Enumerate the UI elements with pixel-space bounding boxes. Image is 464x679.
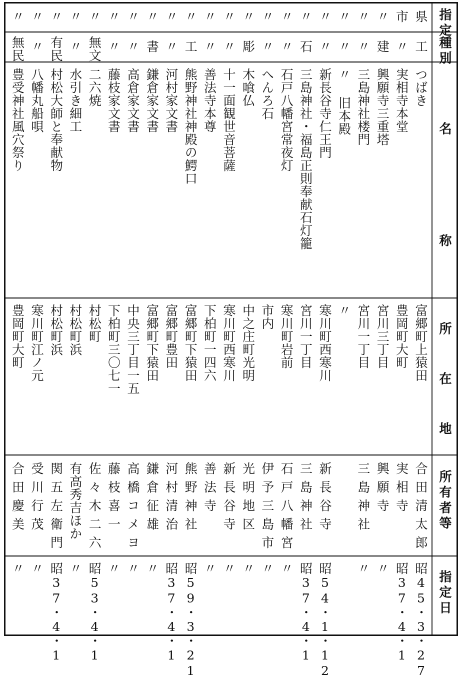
cell-name: 実相寺本堂	[394, 68, 410, 133]
cell-date: 昭37・4・1	[48, 562, 64, 663]
cell-location: 富郷町豊田	[163, 304, 179, 369]
cell-name: 熊野神社神殿の鰐口	[183, 68, 199, 185]
cell-date: 昭37・4・1	[394, 562, 410, 663]
cell-name: 水引き細工	[67, 68, 83, 133]
cell-owner: 光明地区	[240, 462, 256, 536]
cell-type: 工	[183, 40, 199, 53]
cell-date: 〃	[375, 562, 391, 575]
cell-designation: 〃	[279, 10, 295, 23]
cell-type: 書	[144, 40, 160, 53]
cell-type: 石	[298, 40, 314, 53]
cell-type: 有民	[48, 36, 64, 62]
cell-type: 〃	[202, 40, 218, 53]
cell-designation: 〃	[202, 10, 218, 23]
cell-date: 〃	[259, 562, 275, 575]
cell-designation: 〃	[375, 10, 391, 23]
cell-type: 工	[413, 40, 429, 53]
cell-type: 無文	[87, 36, 103, 62]
cell-name: 鎌倉家文書	[144, 68, 160, 133]
cell-location: 下柏町一四六	[202, 304, 218, 382]
cell-location: 村松町浜	[67, 304, 83, 356]
cell-owner: 鎌倉征雄	[144, 462, 160, 536]
cell-type: 〃	[29, 40, 45, 53]
cell-location: 宮川一丁目	[298, 304, 314, 369]
cell-date: 〃	[10, 562, 26, 575]
cell-location: 市内	[259, 304, 275, 330]
cell-location: 下柏町三〇七一	[106, 304, 122, 395]
cell-type: 〃	[259, 40, 275, 53]
cell-date: 昭37・4・1	[298, 562, 314, 663]
cell-date: 〃	[106, 562, 122, 575]
cell-name: つばき	[413, 68, 429, 107]
cell-name: 豊受神社風穴祭り	[10, 68, 26, 172]
cell-name: 〃 旧本殿	[336, 68, 352, 136]
cell-date: 昭37・4・1	[163, 562, 179, 663]
cell-designation: 〃	[183, 10, 199, 23]
cell-location: 富郷町下猿田	[183, 304, 199, 382]
cell-type: 建	[375, 40, 391, 53]
cell-designation: 〃	[106, 10, 122, 23]
cell-owner: 石戸八幡宮	[279, 462, 295, 555]
cell-type: 〃	[67, 40, 83, 53]
header-owner: 所有者等	[437, 470, 453, 532]
cell-designation: 〃	[336, 10, 352, 23]
cell-location: 中之庄町光明	[240, 304, 256, 382]
cell-designation: 〃	[144, 10, 160, 23]
cell-location: 寒川町西寒川	[221, 304, 237, 382]
cell-owner: 関五左衛門	[48, 462, 64, 555]
cell-designation: 〃	[317, 10, 333, 23]
cell-name: へんろ石	[259, 68, 275, 120]
cell-date: 〃	[355, 562, 371, 575]
cell-owner: 善法寺	[202, 462, 218, 518]
cell-owner: 受川行茂	[29, 462, 45, 536]
cell-owner: 興願寺	[375, 462, 391, 518]
cell-designation: 〃	[125, 10, 141, 23]
cell-location: 宮川一丁目	[355, 304, 371, 369]
cell-designation: 〃	[87, 10, 103, 23]
cell-name: 木喰仏	[240, 68, 256, 107]
cell-owner: 合田慶美	[10, 462, 26, 536]
cell-date: 昭45・3・27	[413, 562, 429, 679]
cell-owner: 新長谷寺	[221, 462, 237, 536]
heritage-table	[4, 2, 458, 679]
cell-date: 〃	[125, 562, 141, 575]
cell-owner: 佐々木二六	[87, 462, 103, 555]
cell-location: 中央三丁目一五	[125, 304, 141, 395]
cell-name: 石戸八幡宮常夜灯	[279, 68, 295, 172]
cell-owner: 河村清治	[163, 462, 179, 536]
cell-type: 〃	[336, 40, 352, 53]
cell-owner: 三島神社	[298, 462, 314, 536]
cell-designation: 〃	[355, 10, 371, 23]
cell-type: 〃	[221, 40, 237, 53]
cell-designation: 〃	[259, 10, 275, 23]
cell-name: 村松大師と奉献物	[48, 68, 64, 172]
cell-date: 昭53・4・1	[87, 562, 103, 663]
cell-owner: 有高秀吉ほか	[67, 462, 83, 540]
cell-date: 〃	[29, 562, 45, 575]
cell-date: 〃	[279, 562, 295, 575]
cell-name: 藤枝家文書	[106, 68, 122, 133]
cell-date: 〃	[221, 562, 237, 575]
cell-location: 寒川町西寒川	[317, 304, 333, 382]
cell-designation: 〃	[29, 10, 45, 23]
cell-type: 彫	[240, 40, 256, 53]
cell-designation: 県	[413, 10, 429, 23]
cell-owner: 三島神社	[355, 462, 371, 536]
header-location: 地	[437, 422, 453, 438]
cell-location: 豊岡町大町	[394, 304, 410, 369]
cell-type: 〃	[106, 40, 122, 53]
cell-name: 十一面観世音菩薩	[221, 68, 237, 172]
header-name: 称	[437, 234, 453, 250]
cell-date: 〃	[67, 562, 83, 575]
cell-name: 興願寺三重塔	[375, 68, 391, 146]
cell-type: 〃	[317, 40, 333, 53]
cell-owner: 高橋コメヨ	[125, 462, 141, 555]
cell-name: 河村家文書	[163, 68, 179, 133]
header-date: 指定日	[437, 570, 453, 617]
cell-owner: 伊予三島市	[259, 462, 275, 555]
header-location: 所	[437, 322, 453, 338]
cell-date: 昭54・1・12	[317, 562, 333, 679]
cell-designation: 〃	[48, 10, 64, 23]
cell-location: 富郷町上猿田	[413, 304, 429, 382]
cell-location: 村松町	[87, 304, 103, 343]
header-type: 種別	[437, 36, 453, 67]
cell-designation: 〃	[67, 10, 83, 23]
cell-location: 寒川町江ノ元	[29, 304, 45, 382]
cell-location: 村松町浜	[48, 304, 64, 356]
header-location: 在	[437, 372, 453, 388]
cell-designation: 〃	[163, 10, 179, 23]
cell-owner: 藤枝喜一	[106, 462, 122, 536]
cell-location: 寒川町岩前	[279, 304, 295, 369]
cell-type: 〃	[125, 40, 141, 53]
cell-date: 昭59・3・21	[183, 562, 199, 679]
cell-designation: 〃	[10, 10, 26, 23]
header-designation: 指定	[437, 8, 453, 39]
cell-name: 新長谷寺仁王門	[317, 68, 333, 159]
cell-owner: 新長谷寺	[317, 462, 333, 536]
cell-designation: 市	[394, 10, 410, 23]
cell-type: 〃	[394, 40, 410, 53]
cell-type: 〃	[163, 40, 179, 53]
cell-location: 豊岡町大町	[10, 304, 26, 369]
cell-owner: 合田清太郎	[413, 462, 429, 555]
cell-date: 〃	[202, 562, 218, 575]
cell-type: 無民	[10, 36, 26, 62]
cell-date: 〃	[240, 562, 256, 575]
cell-name: 三島神社・福島正則奉献石灯籠	[298, 68, 314, 250]
cell-designation: 〃	[298, 10, 314, 23]
cell-name: 八幡丸船唄	[29, 68, 45, 133]
header-name: 名	[437, 122, 453, 138]
cell-name: 高倉家文書	[125, 68, 141, 133]
cell-location: 宮川三丁目	[375, 304, 391, 369]
cell-type: 〃	[279, 40, 295, 53]
cell-owner: 熊野神社	[183, 462, 199, 536]
cell-date: 〃	[144, 562, 160, 575]
cell-designation: 〃	[221, 10, 237, 23]
cell-type: 〃	[355, 40, 371, 53]
cell-name: 二六焼	[87, 68, 103, 107]
cell-designation: 〃	[240, 10, 256, 23]
cell-location: 〃	[336, 304, 352, 317]
cell-location: 富郷町下猿田	[144, 304, 160, 382]
cell-name: 善法寺本尊	[202, 68, 218, 133]
cell-name: 三島神社楼門	[355, 68, 371, 146]
cell-owner: 実相寺	[394, 462, 410, 518]
